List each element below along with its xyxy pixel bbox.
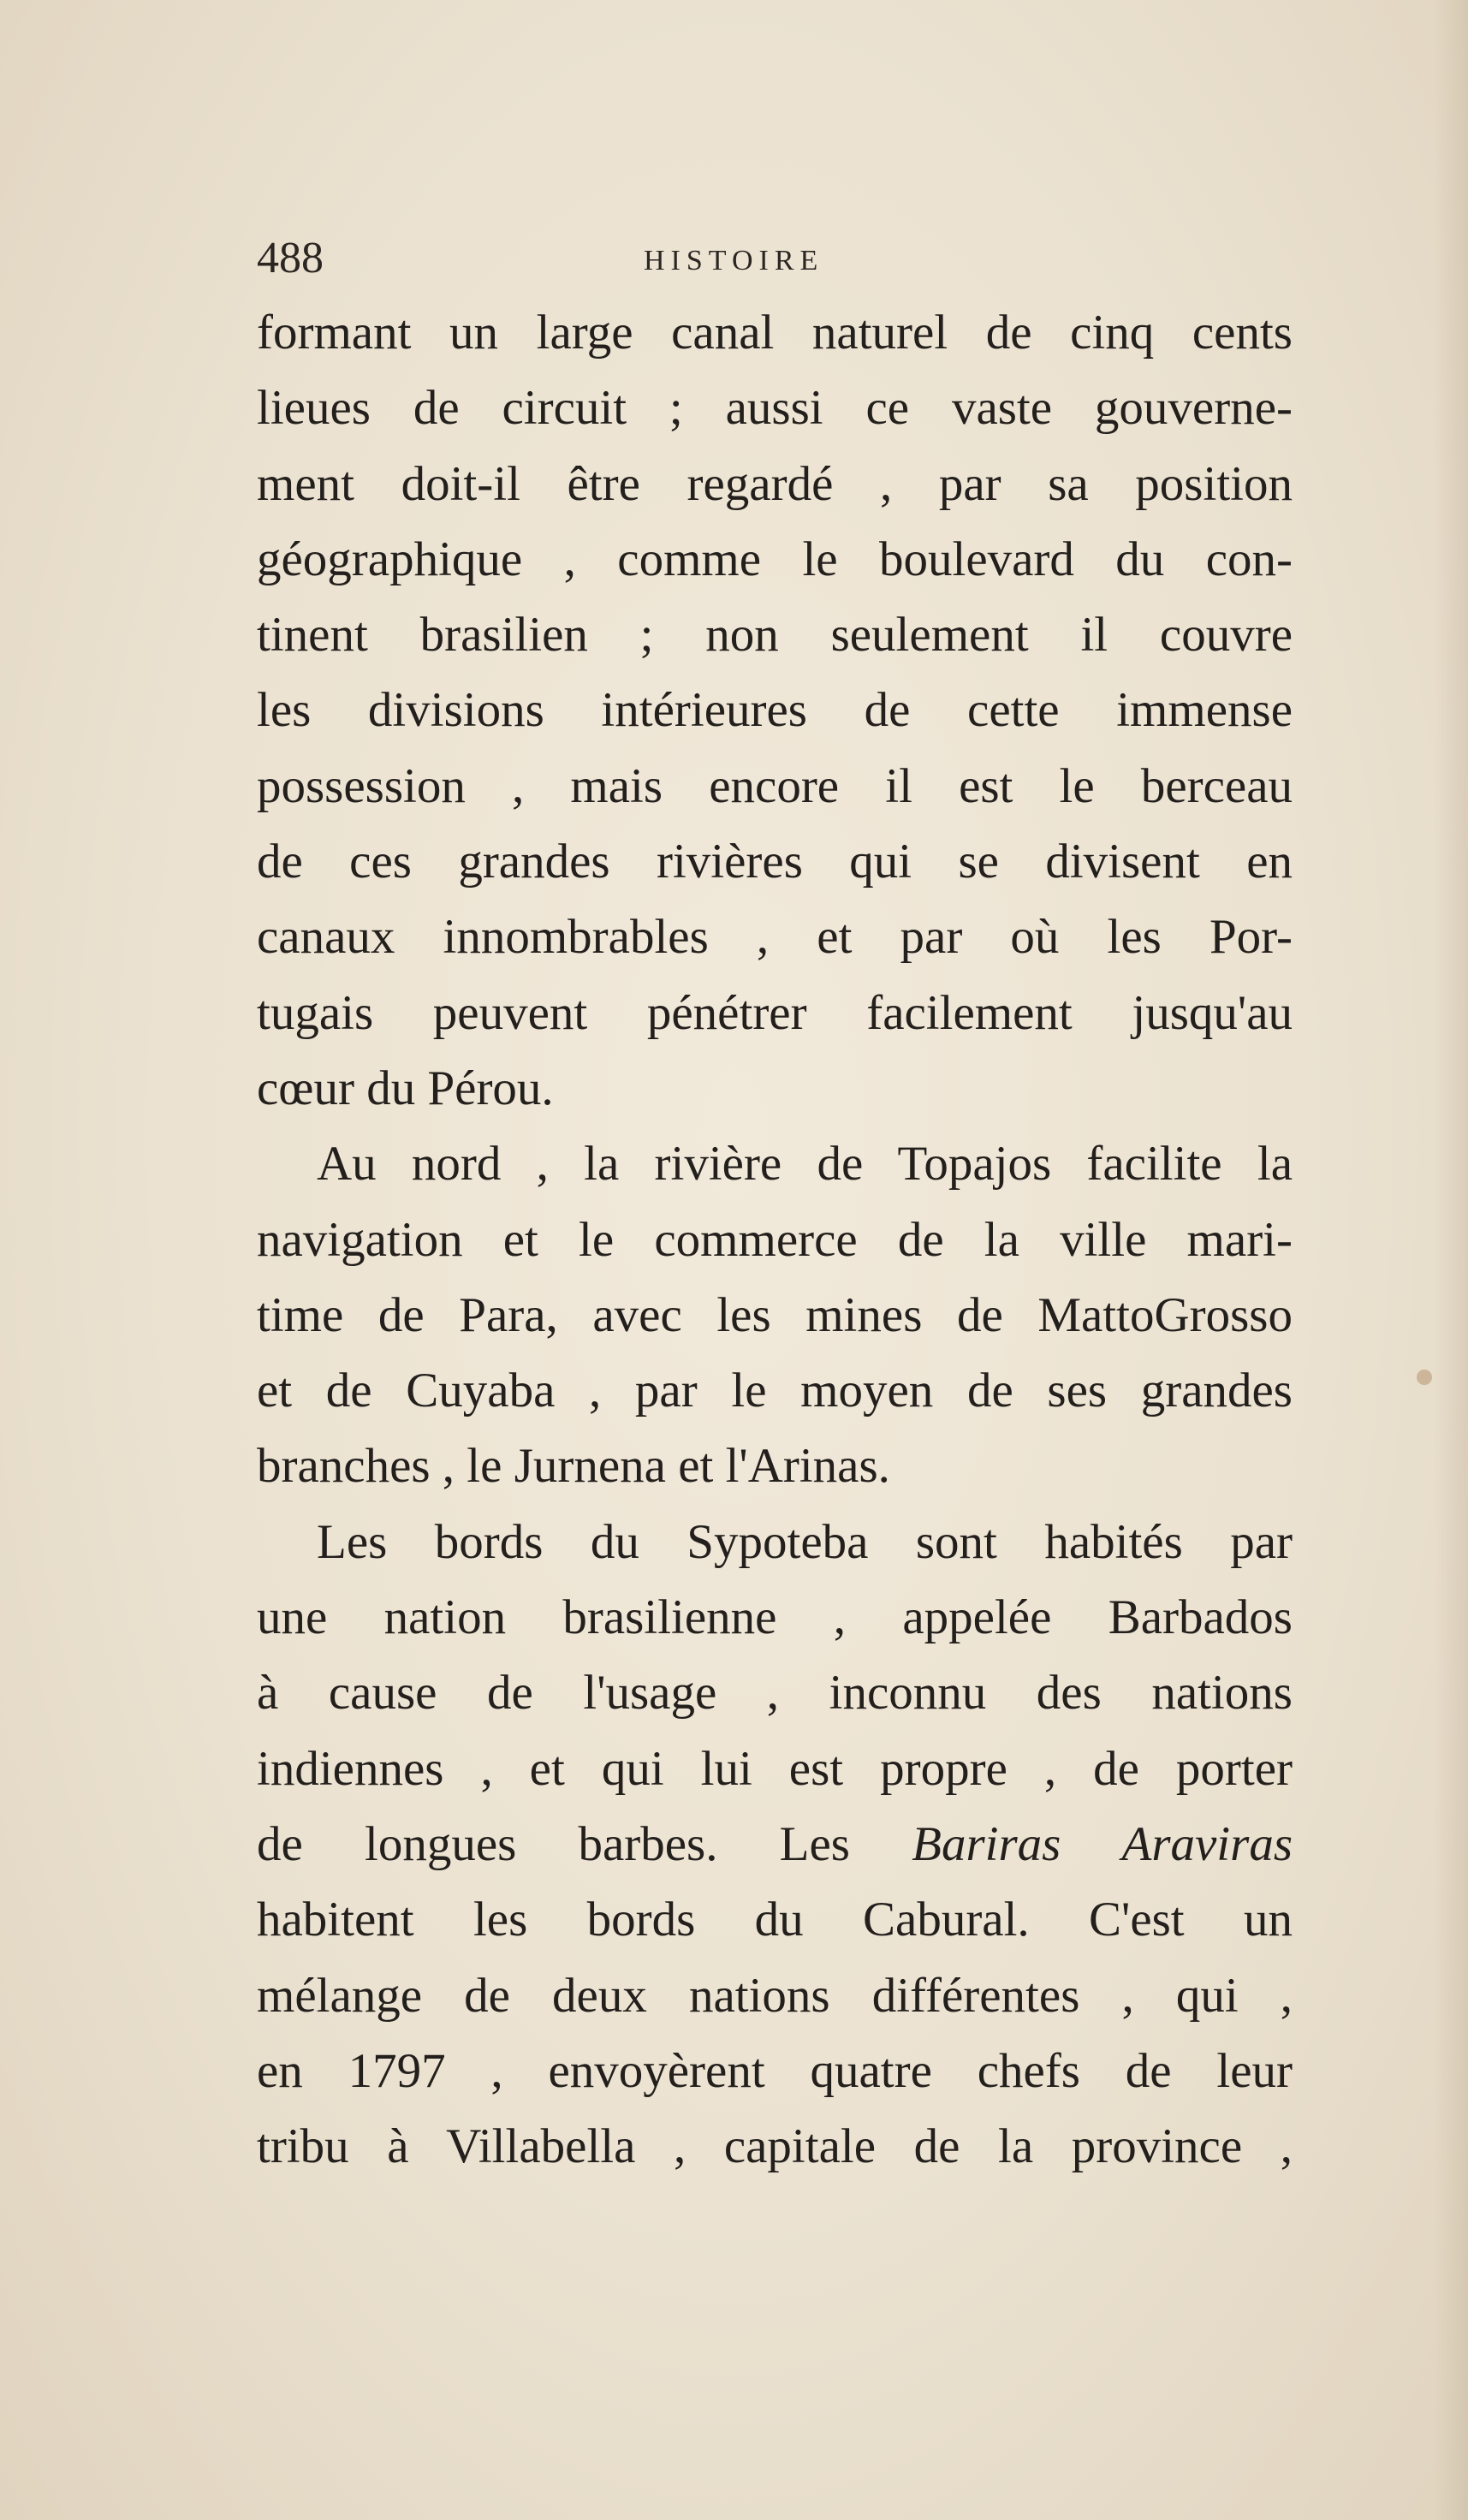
text-line: lieues de circuit ; aussi ce vaste gouverne- <box>257 381 1293 436</box>
text-line: canaux innombrables , et par où les Por- <box>257 910 1293 965</box>
running-head: HISTOIRE <box>644 245 824 276</box>
page-edge-shadow <box>1434 0 1468 2520</box>
page-number: 488 <box>257 234 324 282</box>
text-line <box>257 1807 1293 1882</box>
text-line: et de Cuyaba , par le moyen de ses grandes <box>257 1364 1293 1418</box>
text-line: tribu à Villabella , capitale de la province , <box>257 2119 1293 2174</box>
text-line: Au nord , la rivière de Topajos facilite la <box>317 1137 1293 1192</box>
paper-stain <box>1417 1370 1432 1385</box>
text-line: de ces grandes rivières qui se divisent en <box>257 835 1293 889</box>
text-line: possession , mais encore il est le berceau <box>257 758 1293 813</box>
text-line: cœur du Pérou. <box>257 1061 554 1115</box>
body-text <box>257 295 1293 2184</box>
text-line: time de Para, avec les mines de MattoGrosso <box>257 1287 1293 1342</box>
text-line: formant un large canal naturel de cinq cents <box>257 306 1293 360</box>
text-line: navigation et le commerce de la ville mari- <box>257 1212 1293 1267</box>
text-line: tinent brasilien ; non seulement il couvre <box>257 608 1293 663</box>
text-line: les divisions intérieures de cette immense <box>257 683 1293 738</box>
page-header <box>257 233 1293 293</box>
text-line: tugais peuvent pénétrer facilement jusqu'au <box>257 985 1293 1040</box>
text-line: à cause de l'usage , inconnu des nations <box>257 1666 1293 1721</box>
text-line: ment doit-il être regardé , par sa position <box>257 456 1293 511</box>
italic-text: Bariras Araviras <box>912 1816 1293 1871</box>
text-line: habitent les bords du Cabural. C'est un <box>257 1893 1293 1947</box>
text-line: branches , le Jurnena et l'Arinas. <box>257 1439 890 1494</box>
text-span: de longues barbes. Les <box>257 1816 850 1871</box>
text-line: géographique , comme le boulevard du con- <box>257 532 1293 586</box>
text-line: indiennes , et qui lui est propre , de porter <box>257 1741 1293 1796</box>
text-line: en 1797 , envoyèrent quatre chefs de leur <box>257 2043 1293 2098</box>
text-line: mélange de deux nations différentes , qui , <box>257 1968 1293 2023</box>
text-line: Les bords du Sypoteba sont habités par <box>317 1514 1293 1569</box>
text-line: une nation brasilienne , appelée Barbados <box>257 1590 1293 1645</box>
